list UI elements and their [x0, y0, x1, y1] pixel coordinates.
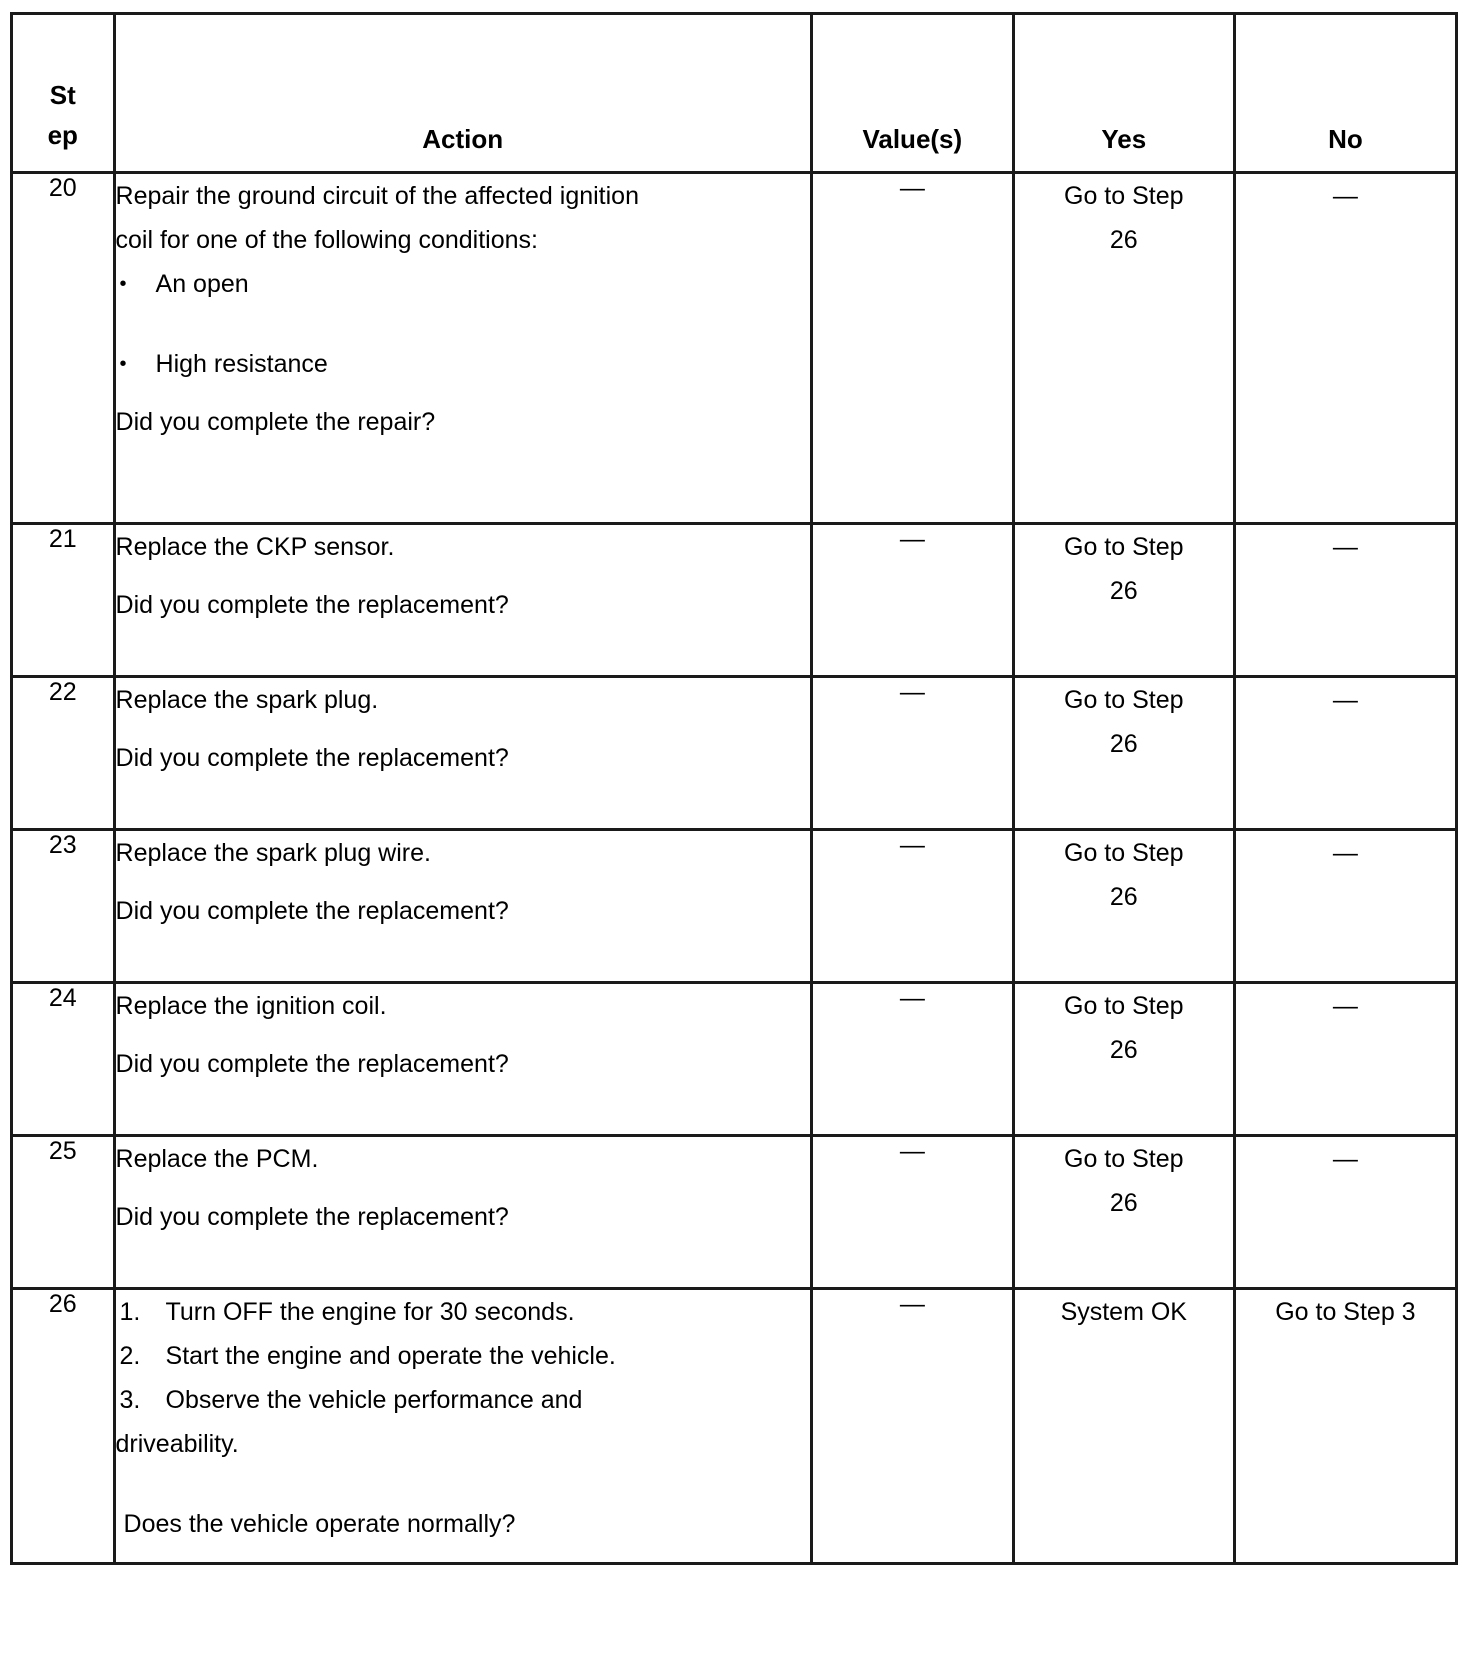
step-number: 24: [12, 983, 115, 1136]
action-cell: [114, 677, 811, 830]
item-text: Observe the vehicle performance and: [165, 1386, 583, 1414]
yes-goto-step: 26: [1109, 226, 1138, 254]
header-row: [12, 14, 1457, 173]
yes-cell: System OK: [1013, 1289, 1234, 1564]
step-number: 23: [12, 830, 115, 983]
bullet-item: • High resistance: [116, 342, 810, 386]
yes-cell: [1013, 677, 1234, 830]
no-cell: —: [1234, 1136, 1456, 1289]
table-row: [12, 1136, 1457, 1289]
step-number: 21: [12, 524, 115, 677]
yes-goto-label: Go to Step: [1064, 182, 1184, 210]
yes-cell: [1013, 524, 1234, 677]
yes-cell: [1013, 173, 1234, 524]
action-cell: [114, 1289, 811, 1564]
no-cell: —: [1234, 830, 1456, 983]
action-instruction: Replace the PCM.: [115, 1145, 319, 1173]
no-cell: —: [1234, 677, 1456, 830]
yes-goto-label: Go to Step: [1064, 686, 1184, 714]
yes-cell: [1013, 983, 1234, 1136]
value-cell: —: [811, 677, 1013, 830]
item-number: 3.: [119, 1386, 141, 1414]
no-cell: —: [1234, 524, 1456, 677]
header-step-line2: ep: [47, 120, 78, 150]
value-cell: —: [811, 983, 1013, 1136]
yes-goto-label: Go to Step: [1064, 992, 1184, 1020]
numbered-item: [116, 1290, 810, 1334]
yes-goto-step: 26: [1109, 883, 1138, 911]
action-cell: [114, 983, 811, 1136]
action-instruction: Replace the ignition coil.: [115, 992, 387, 1020]
item-number: 1.: [119, 1298, 141, 1326]
step-number: 20: [12, 173, 115, 524]
bullet-item: • An open: [116, 262, 810, 306]
yes-goto-step: 26: [1109, 1189, 1138, 1217]
value-cell: —: [811, 1136, 1013, 1289]
action-instruction: Replace the spark plug wire.: [115, 839, 431, 867]
value-cell: —: [811, 173, 1013, 524]
action-line: Repair the ground circuit of the affected ignition: [115, 182, 639, 210]
yes-goto-step: 26: [1109, 730, 1138, 758]
value-cell: —: [811, 830, 1013, 983]
step-number: 22: [12, 677, 115, 830]
action-cell: [114, 524, 811, 677]
action-line: coil for one of the following conditions:: [115, 226, 538, 254]
action-question: Does the vehicle operate normally?: [123, 1510, 516, 1538]
action-cell: [114, 1136, 811, 1289]
action-instruction: Replace the spark plug.: [115, 686, 379, 714]
yes-cell: [1013, 1136, 1234, 1289]
item-number: 2.: [119, 1342, 141, 1370]
header-yes: Yes: [1013, 14, 1234, 173]
action-cell: [114, 830, 811, 983]
yes-goto-label: Go to Step: [1064, 839, 1184, 867]
action-question: Did you complete the replacement?: [115, 744, 509, 772]
action-instruction: Replace the CKP sensor.: [115, 533, 395, 561]
action-question: Did you complete the repair?: [115, 408, 436, 436]
numbered-item: [116, 1334, 810, 1378]
no-cell: Go to Step 3: [1234, 1289, 1456, 1564]
table-row: [12, 524, 1457, 677]
yes-goto-step: 26: [1109, 577, 1138, 605]
header-action: Action: [114, 14, 811, 173]
value-cell: —: [811, 524, 1013, 677]
header-values: Value(s): [811, 14, 1013, 173]
table-row: [12, 1289, 1457, 1564]
value-cell: —: [811, 1289, 1013, 1564]
yes-goto-label: Go to Step: [1064, 533, 1184, 561]
header-step: [12, 14, 115, 173]
yes-goto-label: Go to Step: [1064, 1145, 1184, 1173]
step-number: 25: [12, 1136, 115, 1289]
no-cell: —: [1234, 173, 1456, 524]
yes-cell: [1013, 830, 1234, 983]
action-question: Did you complete the replacement?: [115, 897, 509, 925]
action-question: Did you complete the replacement?: [115, 591, 509, 619]
table-row: [12, 830, 1457, 983]
header-no: No: [1234, 14, 1456, 173]
diagnostic-table: [10, 12, 1458, 1565]
item-text: Turn OFF the engine for 30 seconds.: [165, 1298, 575, 1326]
numbered-item: [116, 1378, 810, 1422]
action-question: Did you complete the replacement?: [115, 1050, 509, 1078]
no-cell: —: [1234, 983, 1456, 1136]
yes-goto-step: 26: [1109, 1036, 1138, 1064]
item-continuation: driveability.: [115, 1430, 239, 1458]
step-number: 26: [12, 1289, 115, 1564]
action-question: Did you complete the replacement?: [115, 1203, 509, 1231]
table-row: [12, 983, 1457, 1136]
table-row: [12, 677, 1457, 830]
table-row: [12, 173, 1457, 524]
header-step-line1: St: [49, 80, 76, 110]
action-cell: [114, 173, 811, 524]
item-text: Start the engine and operate the vehicle.: [165, 1342, 616, 1370]
